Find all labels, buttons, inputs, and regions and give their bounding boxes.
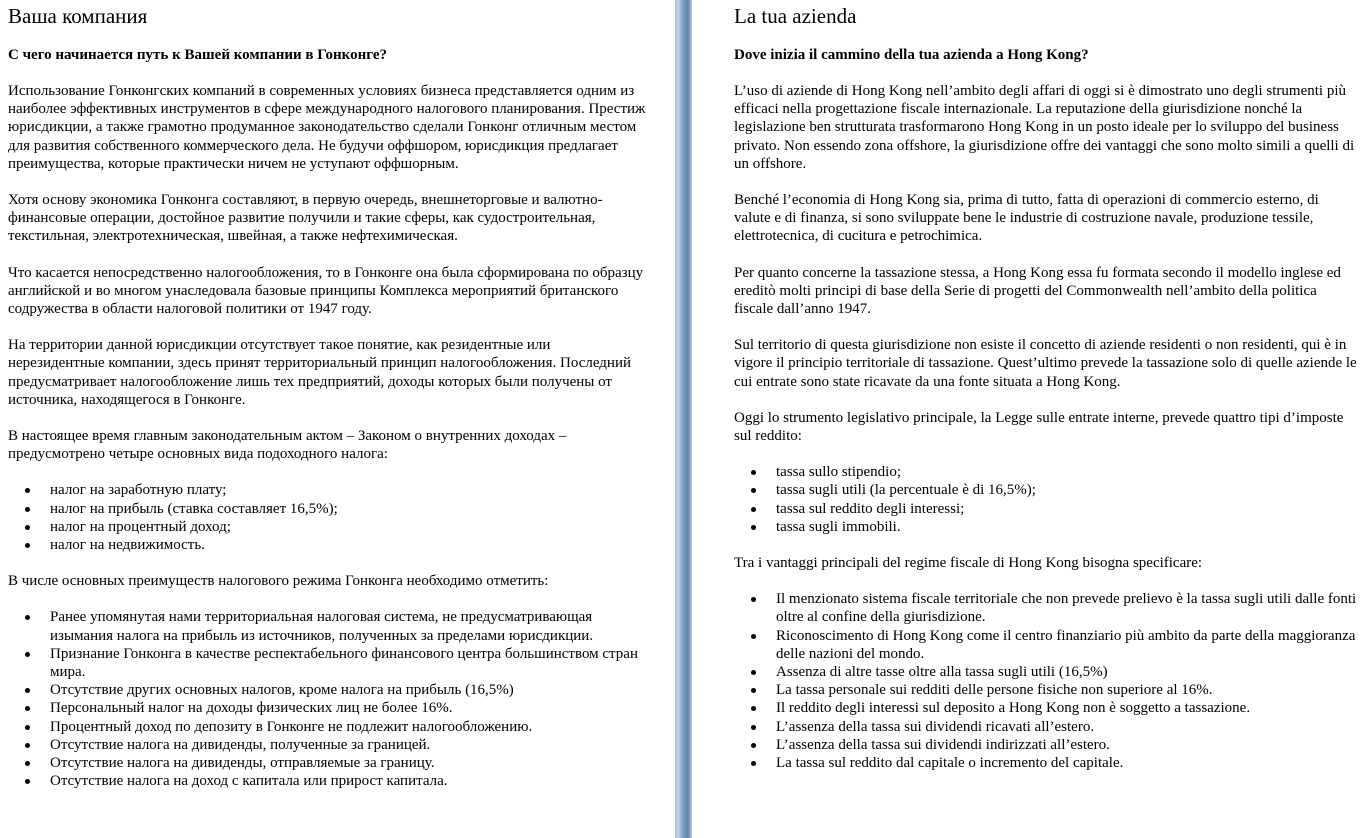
page-title: La tua azienda xyxy=(734,4,857,28)
list-item: Ранее упомянутая нами территориальная налоговая система, не предусматривающая изымания налога на прибыль из источников, полученных за пределами юрисдикции. xyxy=(50,608,648,644)
list-item: tassa sullo stipendio; xyxy=(776,463,1359,481)
tax-types-list xyxy=(8,481,648,554)
list-item: La tassa sul reddito dal capitale o incremento del capitale. xyxy=(776,754,1359,772)
paragraph: Tra i vantaggi principali del regime fiscale di Hong Kong bisogna specificare: xyxy=(734,555,1203,572)
paragraph: Per quanto concerne la tassazione stessa, a Hong Kong essa fu formata secondo il modello inglese ed ereditò molti principi di base della Serie di progetti del Commonwealth nell’ambito della politica fiscale dall’anno 1947. xyxy=(734,264,1341,318)
list-item: La tassa personale sui redditi delle persone fisiche non superiore al 16%. xyxy=(776,681,1359,699)
russian-content xyxy=(8,5,648,791)
paragraph: В числе основных преимуществ налогового режима Гонконга необходимо отметить: xyxy=(8,573,549,590)
split-divider[interactable] xyxy=(675,0,692,838)
paragraph: Хотя основу экономика Гонконга составляют, в первую очередь, внешнеторговые и валютно-финансовые операции, достойное развитие получили и такие сферы, как судостроительная, текстильная, электротехническая, швейная, а также нефтехимическая. xyxy=(8,192,603,245)
advantages-list xyxy=(734,590,1359,772)
list-item: Процентный доход по депозиту в Гонконге не подлежит налогообложению. xyxy=(50,718,648,736)
italian-page xyxy=(692,0,1363,838)
section-heading: С чего начинается путь к Вашей компании в Гонконге? xyxy=(8,47,387,63)
tax-types-list xyxy=(734,463,1359,536)
list-item: налог на процентный доход; xyxy=(50,518,648,536)
paragraph: Использование Гонконгских компаний в современных условиях бизнеса представляется одним из наиболее эффективных инструментов в сфере международного налогового планирования. Престиж юрисдикции, а также грамотно продуманное законодательство сделали Гонконг отличным местом для развития собственного коммерческого дела. Не будучи оффшором, юрисдикция предлагает преимущества, которые практически ничем не уступают оффшорным. xyxy=(8,83,646,172)
list-item: Assenza di altre tasse oltre alla tassa sugli utili (16,5%) xyxy=(776,663,1359,681)
list-item: Отсутствие других основных налогов, кроме налога на прибыль (16,5%) xyxy=(50,681,648,699)
list-item: налог на заработную плату; xyxy=(50,481,648,499)
russian-page xyxy=(0,0,675,838)
list-item: tassa sugli utili (la percentuale è di 16,5%); xyxy=(776,481,1359,499)
paragraph: На территории данной юрисдикции отсутствует такое понятие, как резидентные или нерезидентные компании, здесь принят территориальный принцип налогообложения. Последний предусматривает налогообложение лишь тех предприятий, доходы которых были получены от источника, находящегося в Гонконге. xyxy=(8,337,632,408)
list-item: tassa sugli immobili. xyxy=(776,518,1359,536)
page-title: Ваша компания xyxy=(8,4,148,28)
paragraph: В настоящее время главным законодательным актом – Законом о внутренних доходах – предусмотрено четыре основных вида подоходного налога: xyxy=(8,428,567,463)
advantages-list xyxy=(8,608,648,790)
list-item: Отсутствие налога на доход с капитала или прирост капитала. xyxy=(50,772,648,790)
paragraph: Oggi lo strumento legislativo principale, la Legge sulle entrate interne, prevede quattro tipi d’imposte sul reddito: xyxy=(734,409,1344,445)
list-item: налог на прибыль (ставка составляет 16,5%); xyxy=(50,500,648,518)
paragraph: Sul territorio di questa giurisdizione non esiste il concetto di aziende residenti o non residenti, qui è in vigore il principio territoriale di tassazione. Quest’ultimo prevede la tassazione solo di quelle aziende le cui entrate sono state ricavate da una fonte situata a Hong Kong. xyxy=(734,337,1357,390)
list-item: Отсутствие налога на дивиденды, полученные за границей. xyxy=(50,736,648,754)
list-item: Отсутствие налога на дивиденды, отправляемые за границу. xyxy=(50,754,648,772)
list-item: Riconoscimento di Hong Kong come il centro finanziario più ambito da parte della maggioranza delle nazioni del mondo. xyxy=(776,627,1359,663)
list-item: tassa sul reddito degli interessi; xyxy=(776,500,1359,518)
list-item: Il reddito degli interessi sul deposito a Hong Kong non è soggetto a tassazione. xyxy=(776,699,1359,717)
paragraph: L’uso di aziende di Hong Kong nell’ambito degli affari di oggi si è dimostrato uno degli strumenti più efficaci nella progettazione fiscale internazionale. La reputazione della giurisdizione nonché la legislazione ben strutturata trasformarono Hong Kong in un posto ideale per lo sviluppo del business privato. Non essendo zona offshore, la giurisdizione offre dei vantaggi che sono molto simili a quelli di un offshore. xyxy=(734,83,1355,172)
paragraph: Что касается непосредственно налогообложения, то в Гонконге она была сформирована по образцу английской и во многом унаследовала базовые принципы Комплекса мероприятий британского содружества в области налоговой политики от 1947 году. xyxy=(8,264,644,318)
italian-content xyxy=(734,5,1359,772)
list-item: Признание Гонконга в качестве респектабельного финансового центра большинством стран мира. xyxy=(50,645,648,681)
list-item: Il menzionato sistema fiscale territoriale che non prevede prelievo è la tassa sugli utili dalle fonti oltre al confine della giurisdizione. xyxy=(776,590,1359,626)
list-item: L’assenza della tassa sui dividendi ricavati all’estero. xyxy=(776,718,1359,736)
paragraph: Benché l’economia di Hong Kong sia, prima di tutto, fatta di operazioni di commercio esterno, di valute e di finanza, si sono sviluppate bene le industrie di costruzione navale, produzione tessile, elettrotecnica, di cucitura e petrochimica. xyxy=(734,192,1319,245)
list-item: L’assenza della tassa sui dividendi indirizzati all’estero. xyxy=(776,736,1359,754)
section-heading: Dove inizia il cammino della tua azienda a Hong Kong? xyxy=(734,47,1089,63)
list-item: Персональный налог на доходы физических лиц не более 16%. xyxy=(50,699,648,717)
list-item: налог на недвижимость. xyxy=(50,536,648,554)
